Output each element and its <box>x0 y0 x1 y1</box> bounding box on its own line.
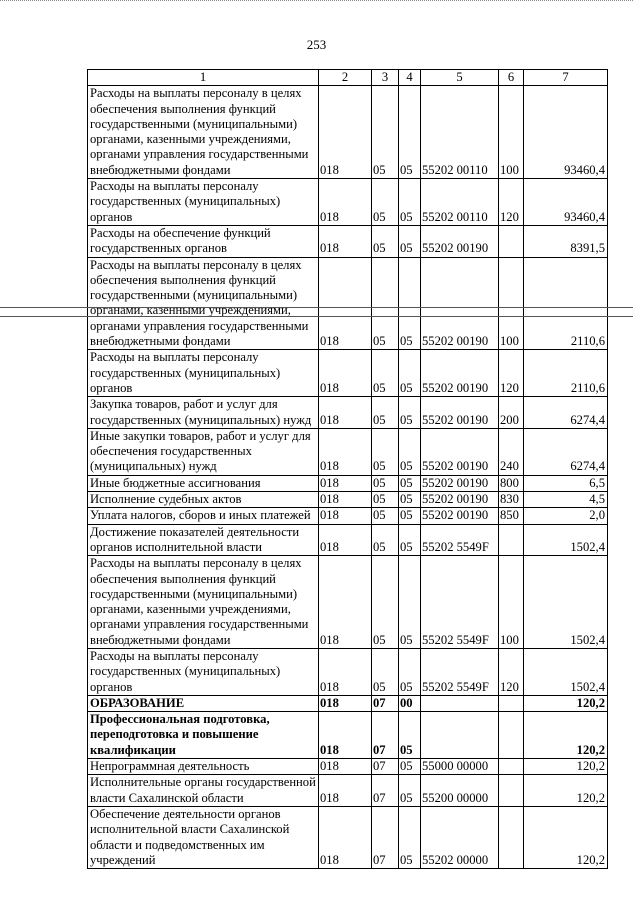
section-code-cell: 07 <box>372 759 399 775</box>
ministry-code-cell: 018 <box>319 492 372 508</box>
row-name-cell: Расходы на выплаты персоналу государственных (муниципальных) органов <box>88 179 319 226</box>
section-code-cell: 05 <box>372 508 399 524</box>
top-edge <box>0 0 633 1</box>
target-code-cell: 55202 00110 <box>421 86 499 179</box>
ministry-code-cell: 018 <box>319 775 372 807</box>
target-code-cell: 55202 00190 <box>421 225 499 257</box>
table-row <box>88 806 608 868</box>
table-row <box>88 508 608 524</box>
budget-table <box>87 69 608 869</box>
row-name-cell: Расходы на выплаты персоналу государственных (муниципальных) органов <box>88 648 319 695</box>
row-name-cell: Профессиональная подготовка, переподготовка и повышение квалификации <box>88 712 319 759</box>
target-code-cell: 55202 00190 <box>421 492 499 508</box>
header-cell: 5 <box>421 70 499 86</box>
ministry-code-cell: 018 <box>319 475 372 491</box>
subsection-code-cell: 05 <box>399 556 421 649</box>
ministry-code-cell: 018 <box>319 556 372 649</box>
row-name-cell: ОБРАЗОВАНИЕ <box>88 695 319 711</box>
row-name-cell: Расходы на выплаты персоналу в целях обеспечения выполнения функций государственными (муниципальными) органами, казенными учреждениями, органами управления государственными внебюджетными фондами <box>88 556 319 649</box>
row-name-cell: Расходы на выплаты персоналу в целях обеспечения выполнения функций государственными (муниципальными) органами, казенными учреждениями, органами управления государственными внебюджетными фондами <box>88 86 319 179</box>
section-code-cell: 05 <box>372 257 399 350</box>
subsection-code-cell: 05 <box>399 508 421 524</box>
target-code-cell: 55000 00000 <box>421 759 499 775</box>
amount-cell: 2110,6 <box>524 350 608 397</box>
subsection-code-cell: 05 <box>399 86 421 179</box>
row-name-cell: Закупка товаров, работ и услуг для государственных (муниципальных) нужд <box>88 397 319 429</box>
subsection-code-cell: 05 <box>399 225 421 257</box>
table-row <box>88 648 608 695</box>
target-code-cell: 55200 00000 <box>421 775 499 807</box>
table-row <box>88 712 608 759</box>
amount-cell: 93460,4 <box>524 86 608 179</box>
amount-cell: 120,2 <box>524 759 608 775</box>
row-name-cell: Уплата налогов, сборов и иных платежей <box>88 508 319 524</box>
table-row <box>88 695 608 711</box>
ministry-code-cell: 018 <box>319 225 372 257</box>
section-code-cell: 05 <box>372 397 399 429</box>
table-row <box>88 556 608 649</box>
expense-type-cell: 120 <box>499 179 524 226</box>
expense-type-cell: 120 <box>499 350 524 397</box>
table-row <box>88 492 608 508</box>
scan-cut-line <box>0 316 633 317</box>
section-code-cell: 05 <box>372 492 399 508</box>
amount-cell: 6,5 <box>524 475 608 491</box>
target-code-cell: 55202 5549F <box>421 556 499 649</box>
row-name-cell: Расходы на выплаты персоналу государственных (муниципальных) органов <box>88 350 319 397</box>
row-name-cell: Расходы на обеспечение функций государственных органов <box>88 225 319 257</box>
table-row <box>88 524 608 556</box>
ministry-code-cell: 018 <box>319 179 372 226</box>
section-code-cell: 05 <box>372 225 399 257</box>
section-code-cell: 07 <box>372 806 399 868</box>
target-code-cell: 55202 00000 <box>421 806 499 868</box>
amount-cell: 1502,4 <box>524 648 608 695</box>
section-code-cell: 05 <box>372 556 399 649</box>
amount-cell: 120,2 <box>524 712 608 759</box>
ministry-code-cell: 018 <box>319 428 372 475</box>
expense-type-cell: 100 <box>499 556 524 649</box>
expense-type-cell <box>499 695 524 711</box>
subsection-code-cell: 05 <box>399 397 421 429</box>
ministry-code-cell: 018 <box>319 648 372 695</box>
expense-type-cell <box>499 712 524 759</box>
amount-cell: 1502,4 <box>524 556 608 649</box>
table-row <box>88 225 608 257</box>
target-code-cell: 55202 5549F <box>421 648 499 695</box>
table-row <box>88 86 608 179</box>
section-code-cell: 07 <box>372 712 399 759</box>
subsection-code-cell: 05 <box>399 712 421 759</box>
ministry-code-cell: 018 <box>319 695 372 711</box>
subsection-code-cell: 05 <box>399 759 421 775</box>
subsection-code-cell: 05 <box>399 428 421 475</box>
amount-cell: 120,2 <box>524 775 608 807</box>
amount-cell: 8391,5 <box>524 225 608 257</box>
amount-cell: 6274,4 <box>524 397 608 429</box>
subsection-code-cell: 05 <box>399 648 421 695</box>
table-row <box>88 475 608 491</box>
expense-type-cell: 800 <box>499 475 524 491</box>
expense-type-cell: 830 <box>499 492 524 508</box>
section-code-cell: 05 <box>372 179 399 226</box>
subsection-code-cell: 05 <box>399 492 421 508</box>
ministry-code-cell: 018 <box>319 712 372 759</box>
amount-cell: 93460,4 <box>524 179 608 226</box>
ministry-code-cell: 018 <box>319 257 372 350</box>
header-cell: 3 <box>372 70 399 86</box>
table-header-row <box>88 70 608 86</box>
target-code-cell: 55202 00190 <box>421 397 499 429</box>
amount-cell: 2,0 <box>524 508 608 524</box>
header-cell: 7 <box>524 70 608 86</box>
target-code-cell: 55202 00110 <box>421 179 499 226</box>
table-row <box>88 350 608 397</box>
section-code-cell: 05 <box>372 350 399 397</box>
section-code-cell: 05 <box>372 428 399 475</box>
expense-type-cell: 200 <box>499 397 524 429</box>
amount-cell: 120,2 <box>524 695 608 711</box>
row-name-cell: Иные закупки товаров, работ и услуг для обеспечения государственных (муниципальных) нужд <box>88 428 319 475</box>
ministry-code-cell: 018 <box>319 86 372 179</box>
row-name-cell: Обеспечение деятельности органов исполнительной власти Сахалинской области и подведомственных им учреждений <box>88 806 319 868</box>
target-code-cell: 55202 00190 <box>421 350 499 397</box>
subsection-code-cell: 05 <box>399 257 421 350</box>
target-code-cell: 55202 00190 <box>421 508 499 524</box>
section-code-cell: 05 <box>372 86 399 179</box>
expense-type-cell: 240 <box>499 428 524 475</box>
subsection-code-cell: 05 <box>399 350 421 397</box>
target-code-cell: 55202 00190 <box>421 257 499 350</box>
row-name-cell: Непрограммная деятельность <box>88 759 319 775</box>
target-code-cell <box>421 695 499 711</box>
section-code-cell: 07 <box>372 775 399 807</box>
expense-type-cell <box>499 775 524 807</box>
subsection-code-cell: 05 <box>399 775 421 807</box>
header-cell: 6 <box>499 70 524 86</box>
row-name-cell: Иные бюджетные ассигнования <box>88 475 319 491</box>
amount-cell: 120,2 <box>524 806 608 868</box>
table-row <box>88 775 608 807</box>
subsection-code-cell: 05 <box>399 475 421 491</box>
target-code-cell <box>421 712 499 759</box>
page-number: 253 <box>306 37 327 52</box>
subsection-code-cell: 05 <box>399 806 421 868</box>
section-code-cell: 05 <box>372 648 399 695</box>
section-code-cell: 05 <box>372 524 399 556</box>
expense-type-cell <box>499 806 524 868</box>
ministry-code-cell: 018 <box>319 397 372 429</box>
ministry-code-cell: 018 <box>319 524 372 556</box>
amount-cell: 1502,4 <box>524 524 608 556</box>
amount-cell: 6274,4 <box>524 428 608 475</box>
row-name-cell: Исполнительные органы государственной власти Сахалинской области <box>88 775 319 807</box>
table-row <box>88 428 608 475</box>
expense-type-cell <box>499 524 524 556</box>
header-cell: 1 <box>88 70 319 86</box>
row-name-cell: Исполнение судебных актов <box>88 492 319 508</box>
row-name-cell: Достижение показателей деятельности органов исполнительной власти <box>88 524 319 556</box>
ministry-code-cell: 018 <box>319 806 372 868</box>
table-row <box>88 257 608 350</box>
ministry-code-cell: 018 <box>319 508 372 524</box>
target-code-cell: 55202 5549F <box>421 524 499 556</box>
expense-type-cell: 100 <box>499 86 524 179</box>
header-cell: 2 <box>319 70 372 86</box>
subsection-code-cell: 05 <box>399 524 421 556</box>
ministry-code-cell: 018 <box>319 759 372 775</box>
section-code-cell: 05 <box>372 475 399 491</box>
target-code-cell: 55202 00190 <box>421 428 499 475</box>
table-row <box>88 397 608 429</box>
target-code-cell: 55202 00190 <box>421 475 499 491</box>
scan-cut-line <box>0 307 633 308</box>
amount-cell: 2110,6 <box>524 257 608 350</box>
subsection-code-cell: 05 <box>399 179 421 226</box>
expense-type-cell <box>499 225 524 257</box>
expense-type-cell <box>499 759 524 775</box>
subsection-code-cell: 00 <box>399 695 421 711</box>
table-row <box>88 179 608 226</box>
amount-cell: 4,5 <box>524 492 608 508</box>
table-row <box>88 759 608 775</box>
expense-type-cell: 850 <box>499 508 524 524</box>
expense-type-cell: 120 <box>499 648 524 695</box>
row-name-cell: Расходы на выплаты персоналу в целях обеспечения выполнения функций государственными (муниципальными) органами, казенными учреждениями, органами управления государственными внебюджетными фондами <box>88 257 319 350</box>
section-code-cell: 07 <box>372 695 399 711</box>
ministry-code-cell: 018 <box>319 350 372 397</box>
header-cell: 4 <box>399 70 421 86</box>
expense-type-cell: 100 <box>499 257 524 350</box>
